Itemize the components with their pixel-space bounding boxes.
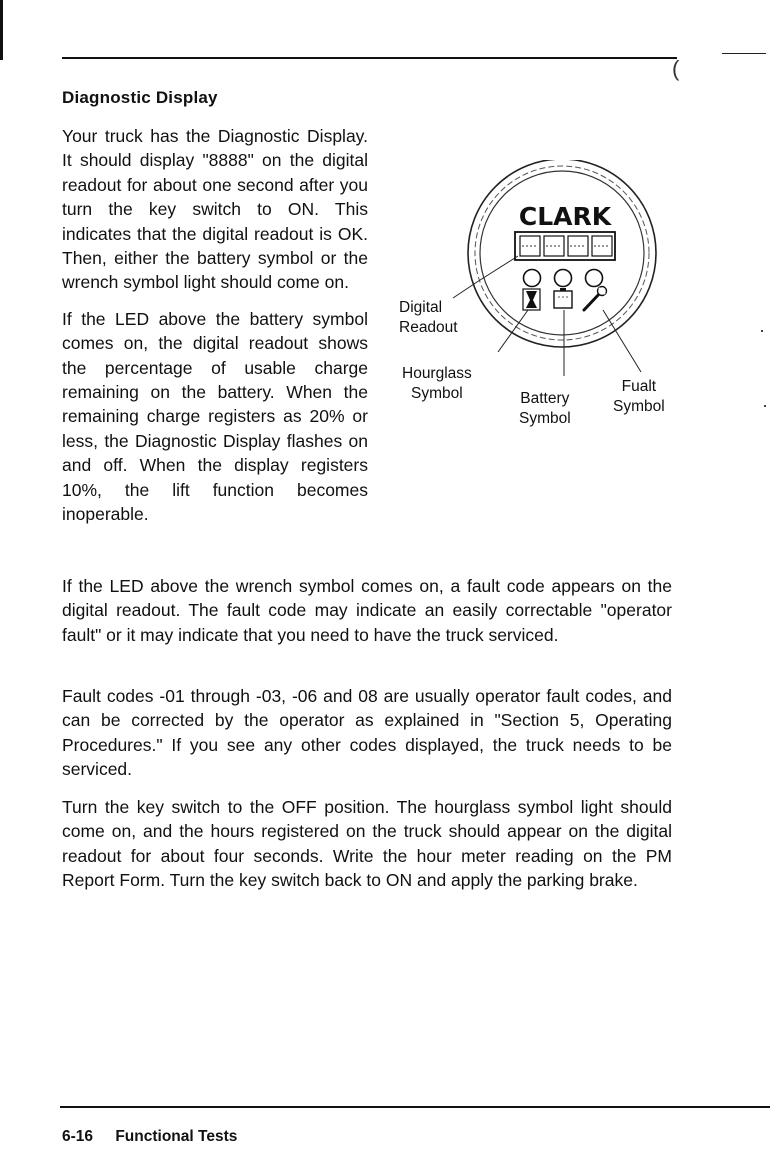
page-footer [62, 1128, 237, 1146]
body-paragraph-1-text: If the LED above the wrench symbol comes on, a fault code appears on the digital readout. The fault code may indicate an easily correctable "operator fault" or it may indicate that you need to have the truck serviced. [62, 576, 672, 645]
scan-edge [0, 0, 3, 60]
battery-led [555, 270, 572, 287]
hourglass-icon [523, 289, 540, 310]
top-rule-right [722, 53, 766, 54]
margin-bracket: ( [672, 56, 680, 81]
battery-label-line-2: Symbol [519, 410, 571, 427]
fault-led [586, 270, 603, 287]
chapter-title: Functional Tests [115, 1128, 238, 1145]
fault-leader [603, 310, 641, 372]
hourglass-label-line-2: Symbol [411, 385, 463, 402]
top-rule [62, 57, 677, 59]
page-number: 6-16 [62, 1128, 94, 1145]
brand-logo: CLARK [518, 202, 612, 231]
battery-icon [554, 288, 572, 308]
fault-label-line-2: Symbol [613, 398, 665, 415]
display-bezel-inner [475, 166, 649, 340]
digital-readout-label-line-1: Digital [399, 299, 443, 316]
body-paragraph-1 [62, 574, 672, 647]
hourglass-label [402, 364, 472, 404]
scan-speck [764, 405, 766, 407]
intro-column [62, 124, 368, 539]
battery-label [519, 389, 571, 429]
body-paragraph-2-text: Fault codes -01 through -03, -06 and 08 are usually operator fault codes, and can be corrected by the operator as explained in "Section 5, Operating Procedures." If you see any other codes displayed, the truck needs to be serviced. [62, 686, 672, 780]
hourglass-label-line-1: Hourglass [402, 365, 472, 382]
display-bezel-inner-2 [480, 171, 644, 335]
body-paragraph-2 [62, 684, 672, 782]
digital-readout [515, 232, 615, 260]
section-heading: Diagnostic Display [62, 88, 218, 107]
bottom-rule [60, 1106, 770, 1108]
wrench-icon [584, 287, 607, 311]
digital-readout-label-line-2: Readout [399, 319, 458, 336]
digital-readout-label [399, 298, 458, 338]
fault-label [613, 377, 665, 417]
scan-speck [761, 330, 763, 332]
body-paragraph-3 [62, 795, 672, 893]
intro-paragraph-2: If the LED above the battery symbol comes on, the digital readout shows the percentage of usable charge remaining on the battery. When the remaining charge registers as 20% or less, the Diagnostic Display flashes on and off. When the display registers 10%, the lift function becomes inoperable. [62, 308, 368, 525]
battery-label-line-1: Battery [520, 390, 570, 407]
digital-readout-leader-2 [477, 256, 518, 282]
digital-readout-leader [453, 282, 477, 298]
display-bezel-outer [468, 160, 656, 347]
intro-paragraph-1: Your truck has the Diagnostic Display. It should display "8888" on the digital readout for about one second after you turn the key switch to ON. This indicates that the digital readout is OK. Then, either the battery symbol or the wrench symbol light should come on. [62, 126, 368, 293]
hourglass-led [524, 270, 541, 287]
fault-label-line-1: Fualt [621, 378, 657, 395]
body-paragraph-3-text: Turn the key switch to the OFF position. The hourglass symbol light should come on, and the hours registered on the truck should appear on the digital readout for about four seconds. Write the hour meter reading on the PM Report Form. Turn the key switch back to ON and apply the parking brake. [62, 797, 672, 891]
